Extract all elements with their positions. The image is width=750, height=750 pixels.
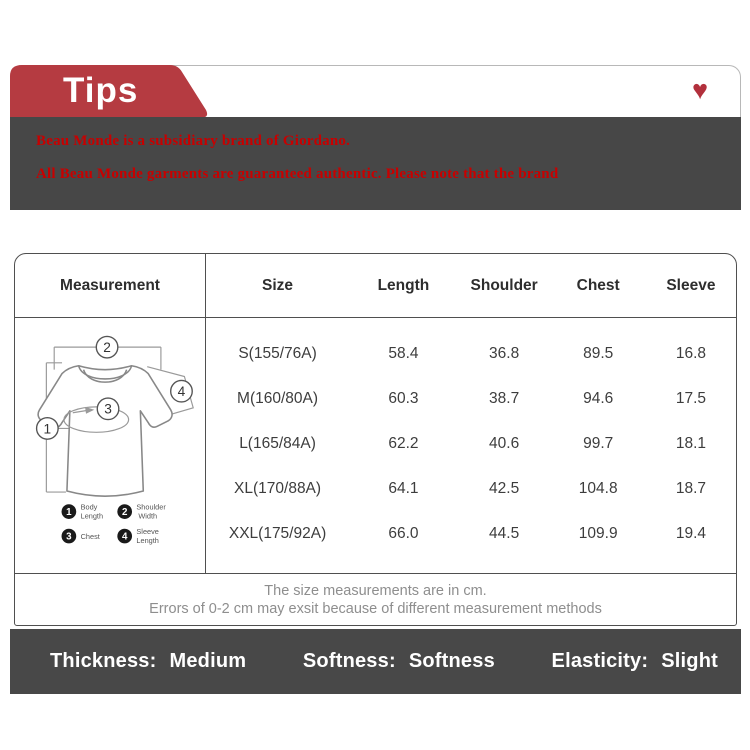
cell-size: XXL(175/92A) <box>228 524 327 542</box>
col-header-sleeve: Sleeve <box>666 276 716 294</box>
size-table-column-headers <box>206 254 736 318</box>
table-row <box>206 466 736 511</box>
measurement-header: Measurement <box>15 254 206 318</box>
cell-sleeve: 16.8 <box>675 344 706 362</box>
legend-1-label: Body Length <box>80 502 104 521</box>
cell-chest: 89.5 <box>583 344 614 362</box>
cell-shoulder: 40.6 <box>489 434 520 452</box>
table-row <box>206 331 736 376</box>
cell-size: S(155/76A) <box>238 344 317 362</box>
cell-shoulder: 42.5 <box>489 479 520 497</box>
attr-softness <box>303 650 495 673</box>
attr-thickness-value: Medium <box>169 650 247 672</box>
attr-softness-label: Softness: <box>302 650 396 672</box>
cell-size: L(165/84A) <box>239 434 316 452</box>
cell-sleeve: 19.4 <box>675 524 706 542</box>
table-row <box>206 421 736 466</box>
legend-3-label: Chest <box>80 532 100 542</box>
size-table <box>14 253 737 626</box>
cell-chest: 99.7 <box>583 434 614 452</box>
attr-elasticity <box>552 650 718 673</box>
table-row <box>206 511 736 556</box>
callout-4-number: 4 <box>177 384 186 400</box>
legend-4-number: 4 <box>121 531 128 543</box>
callout-2-number: 2 <box>103 340 111 356</box>
cell-chest: 104.8 <box>578 479 618 497</box>
cell-sleeve: 17.5 <box>675 389 706 407</box>
cell-length: 64.1 <box>388 479 419 497</box>
attr-softness-value: Softness <box>408 650 495 672</box>
legend-1-number: 1 <box>66 507 72 519</box>
callout-1-number: 1 <box>43 421 52 437</box>
note-line-1: The size measurements are in cm. <box>264 582 487 599</box>
note-line-2: Errors of 0-2 cm may exsit because of different measurement methods <box>149 600 602 617</box>
table-row <box>206 376 736 421</box>
cell-shoulder: 44.5 <box>489 524 520 542</box>
cell-size: M(160/80A) <box>237 389 319 407</box>
cell-sleeve: 18.7 <box>675 479 706 497</box>
col-header-length: Length <box>377 276 430 294</box>
cell-length: 66.0 <box>388 524 419 542</box>
col-header-size: Size <box>262 276 294 294</box>
brand-notice-line-2: All Beau Monde garments are guaranteed authentic. Please note that the brand <box>36 166 559 182</box>
measurement-notes <box>15 573 736 625</box>
cell-chest: 94.6 <box>583 389 614 407</box>
tshirt-measurement-diagram <box>17 323 203 571</box>
brand-notice-box <box>10 117 741 210</box>
brand-notice-line-1: Beau Monde is a subsidiary brand of Giordano. <box>36 133 351 149</box>
attr-elasticity-label: Elasticity: <box>551 650 649 672</box>
cell-length: 62.2 <box>388 434 419 452</box>
attr-elasticity-value: Slight <box>661 650 718 672</box>
tshirt-collar-back <box>79 366 132 370</box>
cell-sleeve: 18.1 <box>675 434 706 452</box>
tips-title: Tips <box>63 71 139 110</box>
cell-size: XL(170/88A) <box>234 479 322 497</box>
col-header-shoulder: Shoulder <box>470 276 538 294</box>
heart-icon: ♥ <box>691 75 708 105</box>
cell-length: 58.4 <box>388 344 419 362</box>
attr-thickness-label: Thickness: <box>50 650 157 672</box>
legend-2-number: 2 <box>121 507 128 519</box>
fabric-attributes-bar <box>10 629 741 694</box>
tips-banner <box>10 65 741 117</box>
size-table-body <box>206 318 736 573</box>
cell-shoulder: 36.8 <box>489 344 520 362</box>
legend-4-label: Sleeve Length <box>136 527 159 545</box>
tshirt-diagram-cell <box>15 318 206 573</box>
diagram-legend <box>62 503 168 545</box>
callout-3-number: 3 <box>104 401 112 417</box>
cell-length: 60.3 <box>388 389 419 407</box>
legend-2-label: Shoulder Width <box>136 502 166 521</box>
legend-3-number: 3 <box>66 531 72 543</box>
cell-shoulder: 38.7 <box>489 389 520 407</box>
attr-thickness <box>50 650 246 673</box>
col-header-chest: Chest <box>576 276 620 294</box>
cell-chest: 109.9 <box>578 524 618 542</box>
